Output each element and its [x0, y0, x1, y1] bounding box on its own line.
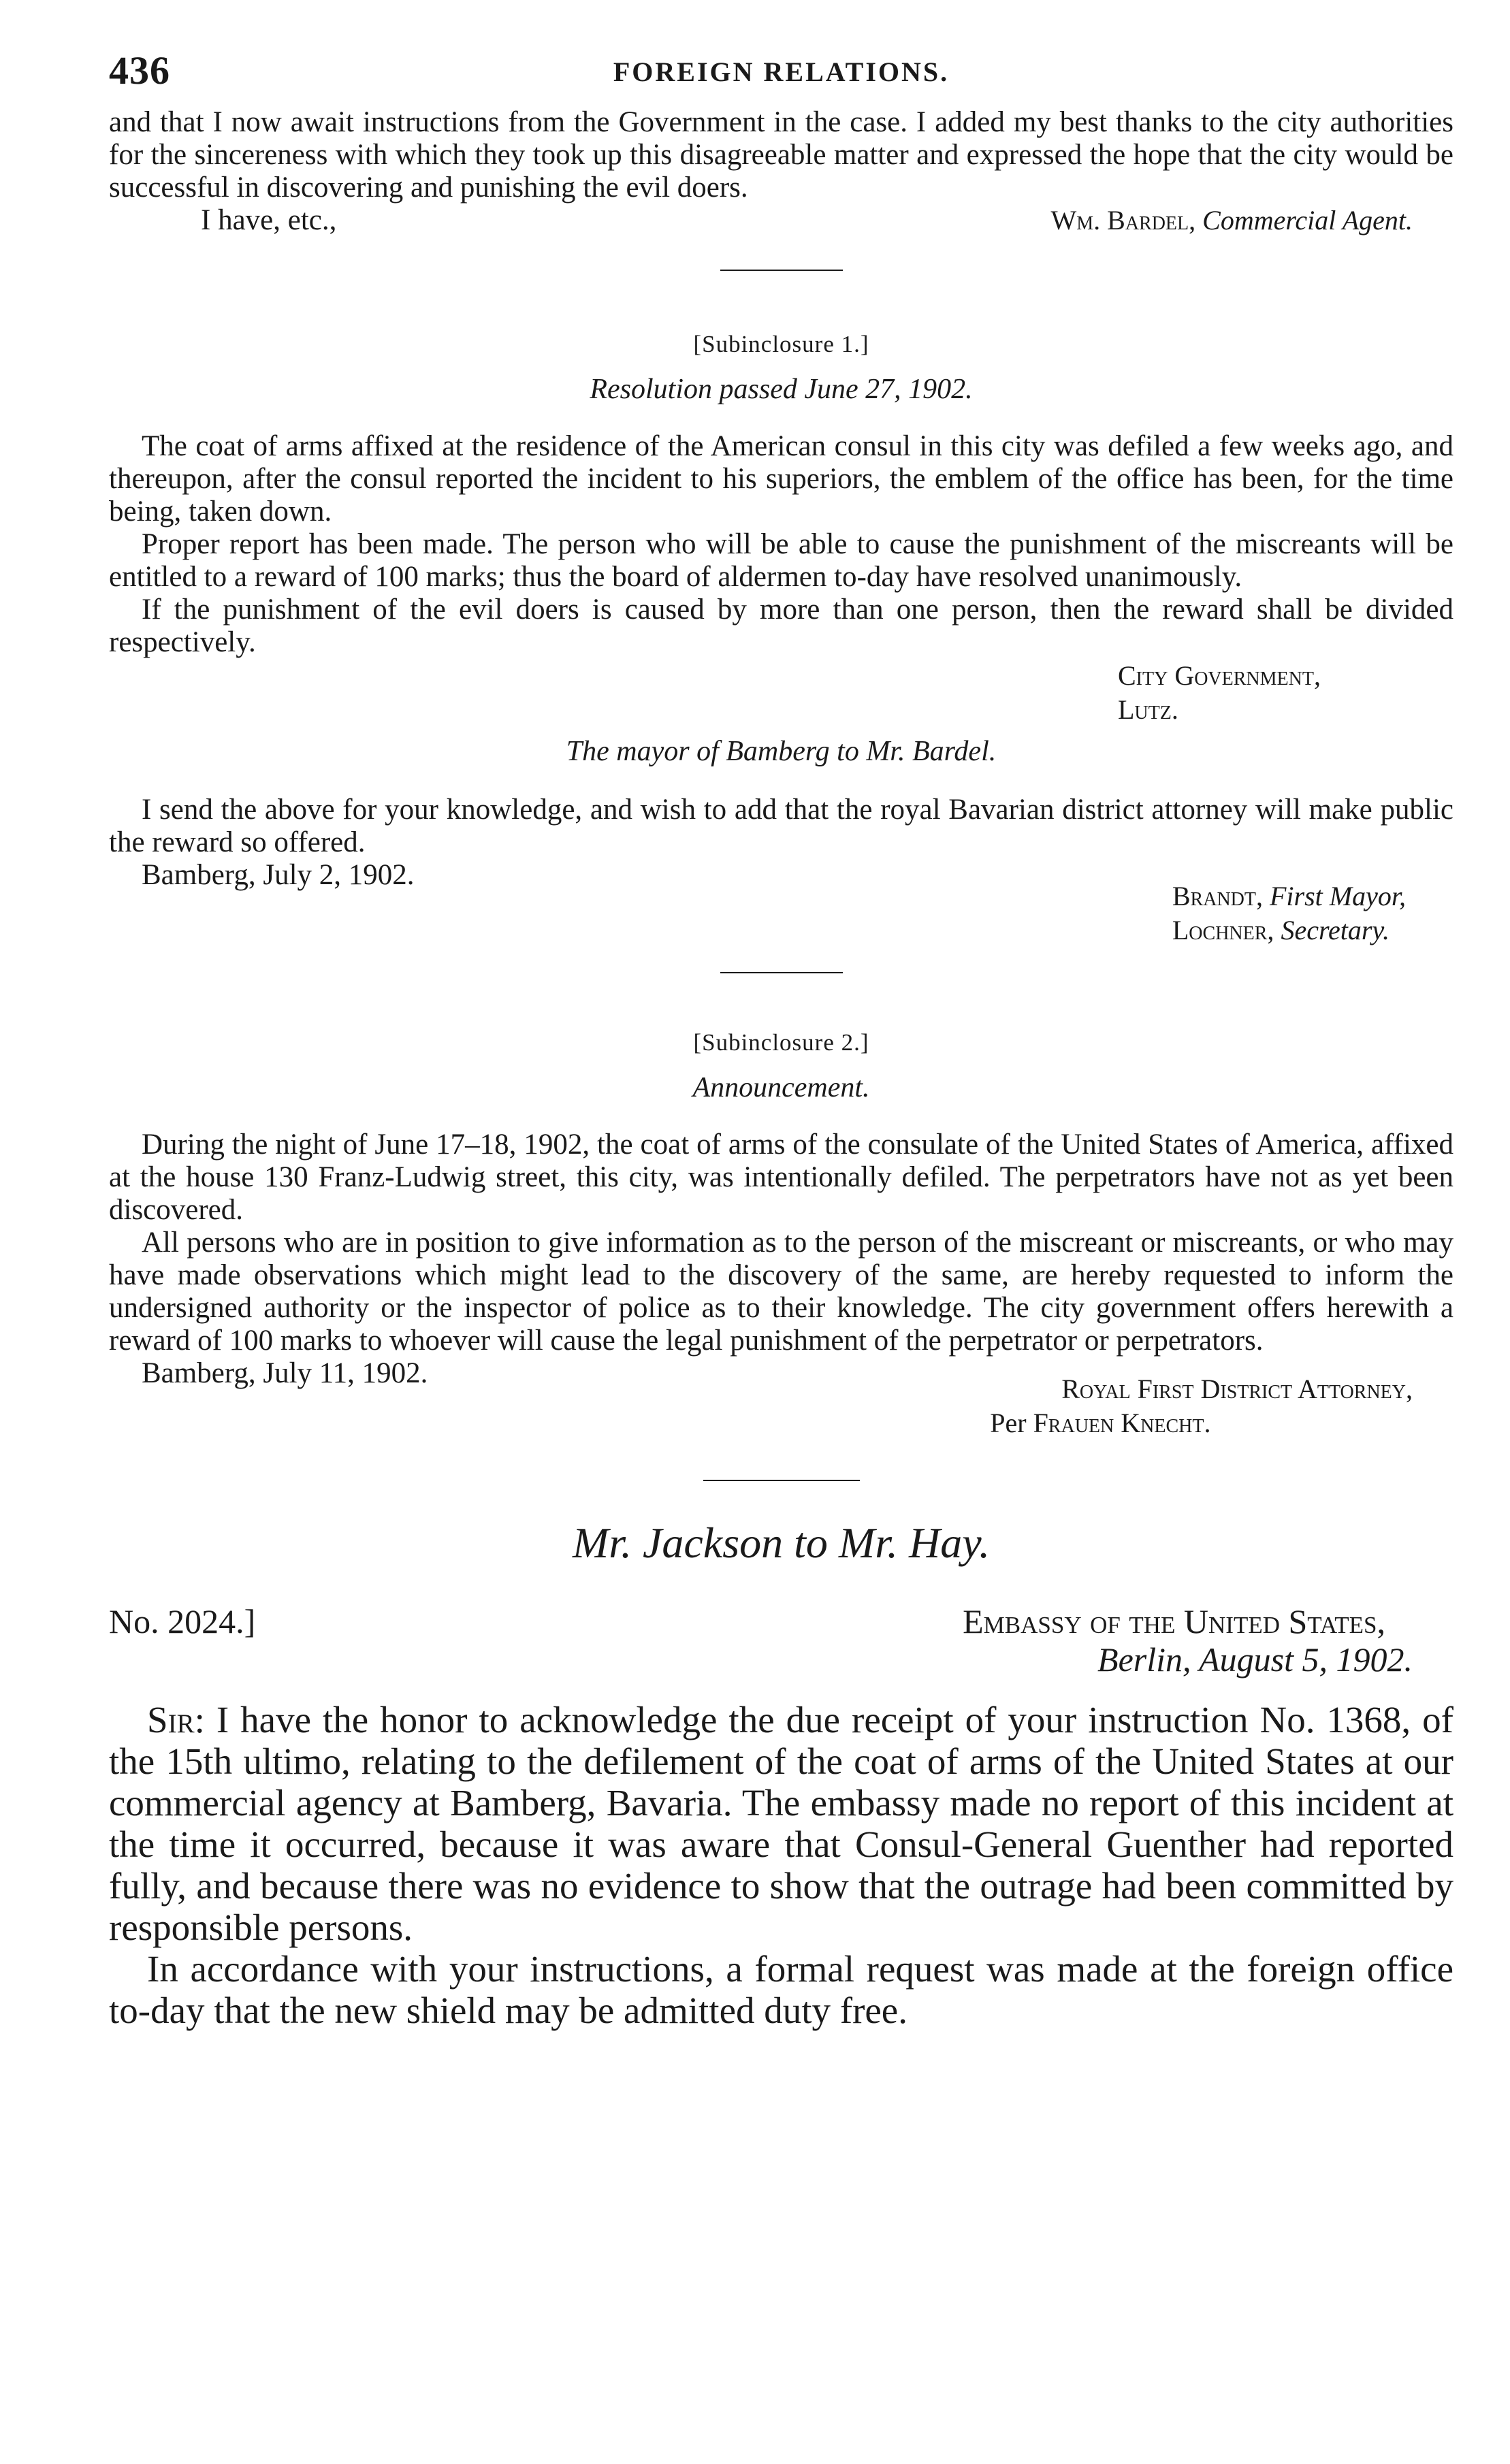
main-letter-paragraph-1-text: I have the honor to acknowledge the due receipt of your instruction No. 1368, of the 15th ultimo, relating to the defilement of the coat of arms of the United States at our commercial agency at Bamberg, Bavaria. The embassy made no report of this incident at the time it occurred, because it was aware that Consul-General Guenther had reported fully, and because there was no evidence to show that the outrage had been committed by responsible persons.: [109, 1699, 1453, 1948]
subinclosure-2-place-date: Bamberg, July 11, 1902.: [142, 1357, 428, 1389]
opening-signature: [1050, 204, 1453, 237]
main-letter-header-row: [109, 1602, 1453, 1679]
main-letter-number: No. 2024.]: [109, 1602, 256, 1640]
mayor-letter-signature: [1172, 879, 1453, 947]
subinclosure-1-body: [109, 430, 1453, 659]
subinclosure-2-signature-line-1: Royal First District Attorney,: [1061, 1374, 1413, 1404]
subinclosure-2-signature-name: Frauen Knecht.: [1033, 1408, 1211, 1438]
page-header: [109, 48, 1453, 106]
subinclosure-1-signature-line-2: Lutz.: [1118, 694, 1178, 725]
page-number: 436: [109, 48, 170, 93]
subinclosure-1-label: [Subinclosure 1.]: [693, 331, 869, 357]
subinclosure-2-title: Announcement.: [692, 1072, 870, 1103]
main-letter-salutation: Sir:: [147, 1699, 205, 1740]
subinclosure-1-title: Resolution passed June 27, 1902.: [590, 374, 973, 405]
mayor-letter-signer-1-name: Brandt,: [1172, 881, 1263, 911]
subinclosure-2-signature: [990, 1372, 1453, 1440]
subinclosure-2-body: [109, 1129, 1453, 1440]
subinclosure-2-label: [Subinclosure 2.]: [693, 1029, 869, 1056]
mayor-letter-signer-1: [1172, 879, 1406, 913]
main-letter-heading: Mr. Jackson to Mr. Hay.: [572, 1519, 991, 1567]
mayor-letter-signer-2-title: Secretary.: [1281, 915, 1390, 945]
subinclosure-2-signature-prefix: Per: [990, 1408, 1027, 1438]
main-letter-paragraph-2: In accordance with your instructions, a formal request was made at the foreign office to-day that the new shield may be admitted duty free.: [109, 1948, 1453, 2031]
subinclosure-2-signature-row: [109, 1357, 1453, 1440]
subinclosure-1-paragraph-1: The coat of arms affixed at the residence of the American consul in this city was defiled a few weeks ago, and thereupon, after the consul reported the incident to his superiors, the emblem of the office has been, for the time being, taken down.: [109, 430, 1453, 528]
opening-signature-row: [109, 204, 1453, 237]
running-head: FOREIGN RELATIONS.: [613, 56, 950, 87]
subinclosure-2-signature-line-2: [990, 1406, 1413, 1440]
opening-paragraph: and that I now await instructions from the Government in the case. I added my best thanks to the city authorities for the sincereness with which they took up this disagreeable matter and expressed the hope that the city would be successful in discovering and punishing the evil doers.: [109, 106, 1453, 204]
opening-section: [109, 106, 1453, 237]
main-letter-place-date: Berlin, August 5, 1902.: [1097, 1640, 1413, 1679]
mayor-letter-title: The mayor of Bamberg to Mr. Bardel.: [566, 736, 997, 767]
subinclosure-1-signature: [109, 659, 1453, 727]
mayor-letter-signature-row: [109, 859, 1453, 947]
subinclosure-1-paragraph-3: If the punishment of the evil doers is caused by more than one person, then the reward shall be divided respectively.: [109, 594, 1453, 658]
mayor-letter-paragraph: I send the above for your knowledge, and wish to add that the royal Bavarian district attorney will make public the reward so offered.: [109, 794, 1453, 858]
subinclosure-2-paragraph-2: All persons who are in position to give information as to the person of the miscreant or miscreants, or who may have made observations which might lead to the discovery of the same, are hereby requested to inform the undersigned authority or the inspector of police as to their knowledge. The city government offers herewith a reward of 100 marks to whoever will cause the legal punishment of the perpetrator or perpetrators.: [109, 1227, 1453, 1357]
mayor-letter-signer-2: [1172, 913, 1406, 947]
divider-rule: [720, 270, 843, 271]
opening-signer-name: Wm. Bardel,: [1050, 205, 1196, 236]
main-letter-sender: Embassy of the United States,: [963, 1602, 1385, 1640]
subinclosure-1-paragraph-2: Proper report has been made. The person who will be able to cause the punishment of the miscreants will be entitled to a reward of 100 marks; thus the board of aldermen to-day have resolved unanimously.: [109, 528, 1453, 593]
document-page: [109, 48, 1453, 2430]
mayor-letter-signer-1-title: First Mayor,: [1270, 881, 1406, 911]
opening-signer-title: Commercial Agent.: [1202, 205, 1413, 236]
main-letter-sender-block: [963, 1602, 1453, 1679]
main-letter-paragraph-1: [109, 1699, 1453, 1948]
main-letter-body: [109, 1699, 1453, 2031]
mayor-letter-signer-2-name: Lochner,: [1172, 915, 1274, 945]
mayor-letter-place-date: Bamberg, July 2, 1902.: [142, 859, 415, 891]
mayor-letter-body: [109, 794, 1453, 947]
opening-closing: I have, etc.,: [201, 204, 337, 236]
divider-rule: [720, 972, 843, 973]
divider-rule: [703, 1480, 860, 1481]
subinclosure-1-signature-line-1: City Government,: [1118, 660, 1321, 691]
subinclosure-2-paragraph-1: During the night of June 17–18, 1902, the coat of arms of the consulate of the United States of America, affixed at the house 130 Franz-Ludwig street, this city, was intentionally defiled. The perpetrators have not as yet been discovered.: [109, 1129, 1453, 1226]
